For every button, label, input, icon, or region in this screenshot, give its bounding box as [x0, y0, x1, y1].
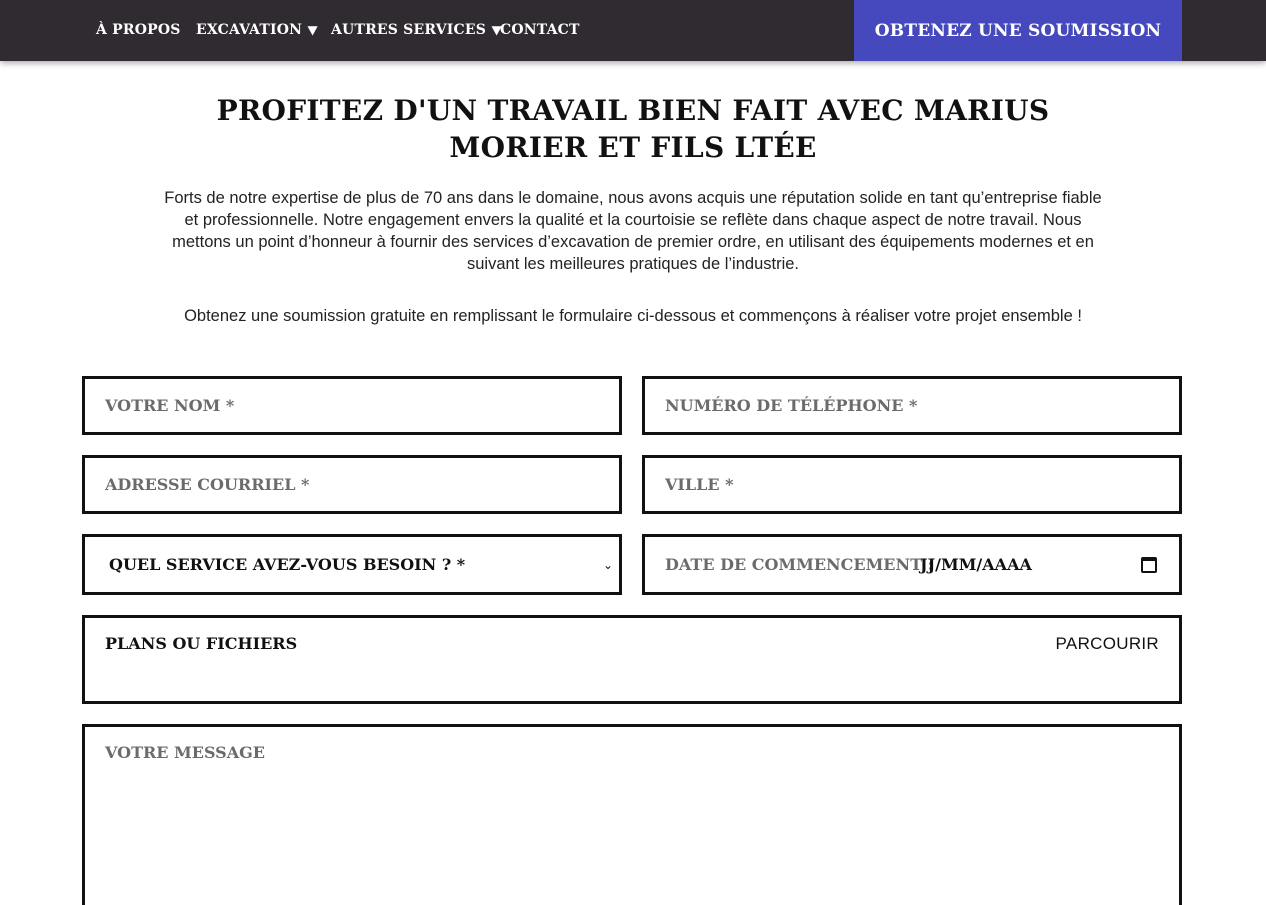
phone-input[interactable] — [645, 379, 1179, 432]
get-quote-button[interactable]: OBTENEZ UNE SOUMISSION — [854, 0, 1182, 61]
city-field — [642, 455, 1182, 514]
date-label: DATE DE COMMENCEMENT : — [665, 555, 934, 574]
nav-item-label: EXCAVATION — [196, 22, 303, 38]
chevron-down-icon: ⌄ — [602, 557, 613, 572]
files-label: PLANS OU FICHIERS — [105, 634, 298, 653]
page-title: PROFITEZ D'UN TRAVAIL BIEN FAIT AVEC MARIUS MORIER ET FILS LTÉE — [216, 94, 1050, 164]
nav-item-contact[interactable] — [500, 20, 580, 40]
nav-item-label: AUTRES SERVICES — [331, 22, 487, 38]
caret-down-icon: ▼ — [491, 23, 502, 37]
form-intro-text: Obtenez une soumission gratuite en remplissant le formulaire ci-dessous et commençons à réaliser votre projet ensemble ! — [184, 307, 1082, 325]
phone-field — [642, 376, 1182, 435]
nav-item-autres-services[interactable] — [331, 20, 501, 40]
browse-button[interactable]: PARCOURIR — [1055, 634, 1159, 653]
service-select[interactable] — [85, 537, 619, 592]
intro-paragraph: Forts de notre expertise de plus de 70 ans dans le domaine, nous avons acquis une réputation solide en tant qu’entreprise fiable et professionnelle. Notre engagement envers la qualité et la courtoisie se reflète dans chaque aspect de notre travail. Nous mettons un point d’honneur à fournir des services d’excavation de premier ordre, en utilisant des équipements modernes et en suivant les meilleures pratiques de l’industrie. — [164, 189, 1102, 273]
nav-item-label: CONTACT — [500, 22, 580, 38]
message-textarea[interactable] — [85, 727, 1179, 905]
calendar-icon[interactable] — [1141, 557, 1157, 573]
nav-item-label: À PROPOS — [96, 22, 181, 38]
nav-item-a-propos[interactable] — [96, 20, 181, 40]
caret-down-icon: ▼ — [307, 23, 319, 37]
nav-item-excavation[interactable] — [196, 20, 318, 40]
service-field — [82, 534, 622, 595]
name-field — [82, 376, 622, 435]
top-nav — [0, 0, 1266, 61]
message-field — [82, 724, 1182, 905]
date-input[interactable]: JJ/MM/AAAA — [920, 555, 1032, 574]
email-field — [82, 455, 622, 514]
files-upload-field[interactable] — [82, 615, 1182, 704]
name-input[interactable] — [85, 379, 619, 432]
email-input[interactable] — [85, 458, 619, 511]
city-input[interactable] — [645, 458, 1179, 511]
start-date-field[interactable] — [642, 534, 1182, 595]
